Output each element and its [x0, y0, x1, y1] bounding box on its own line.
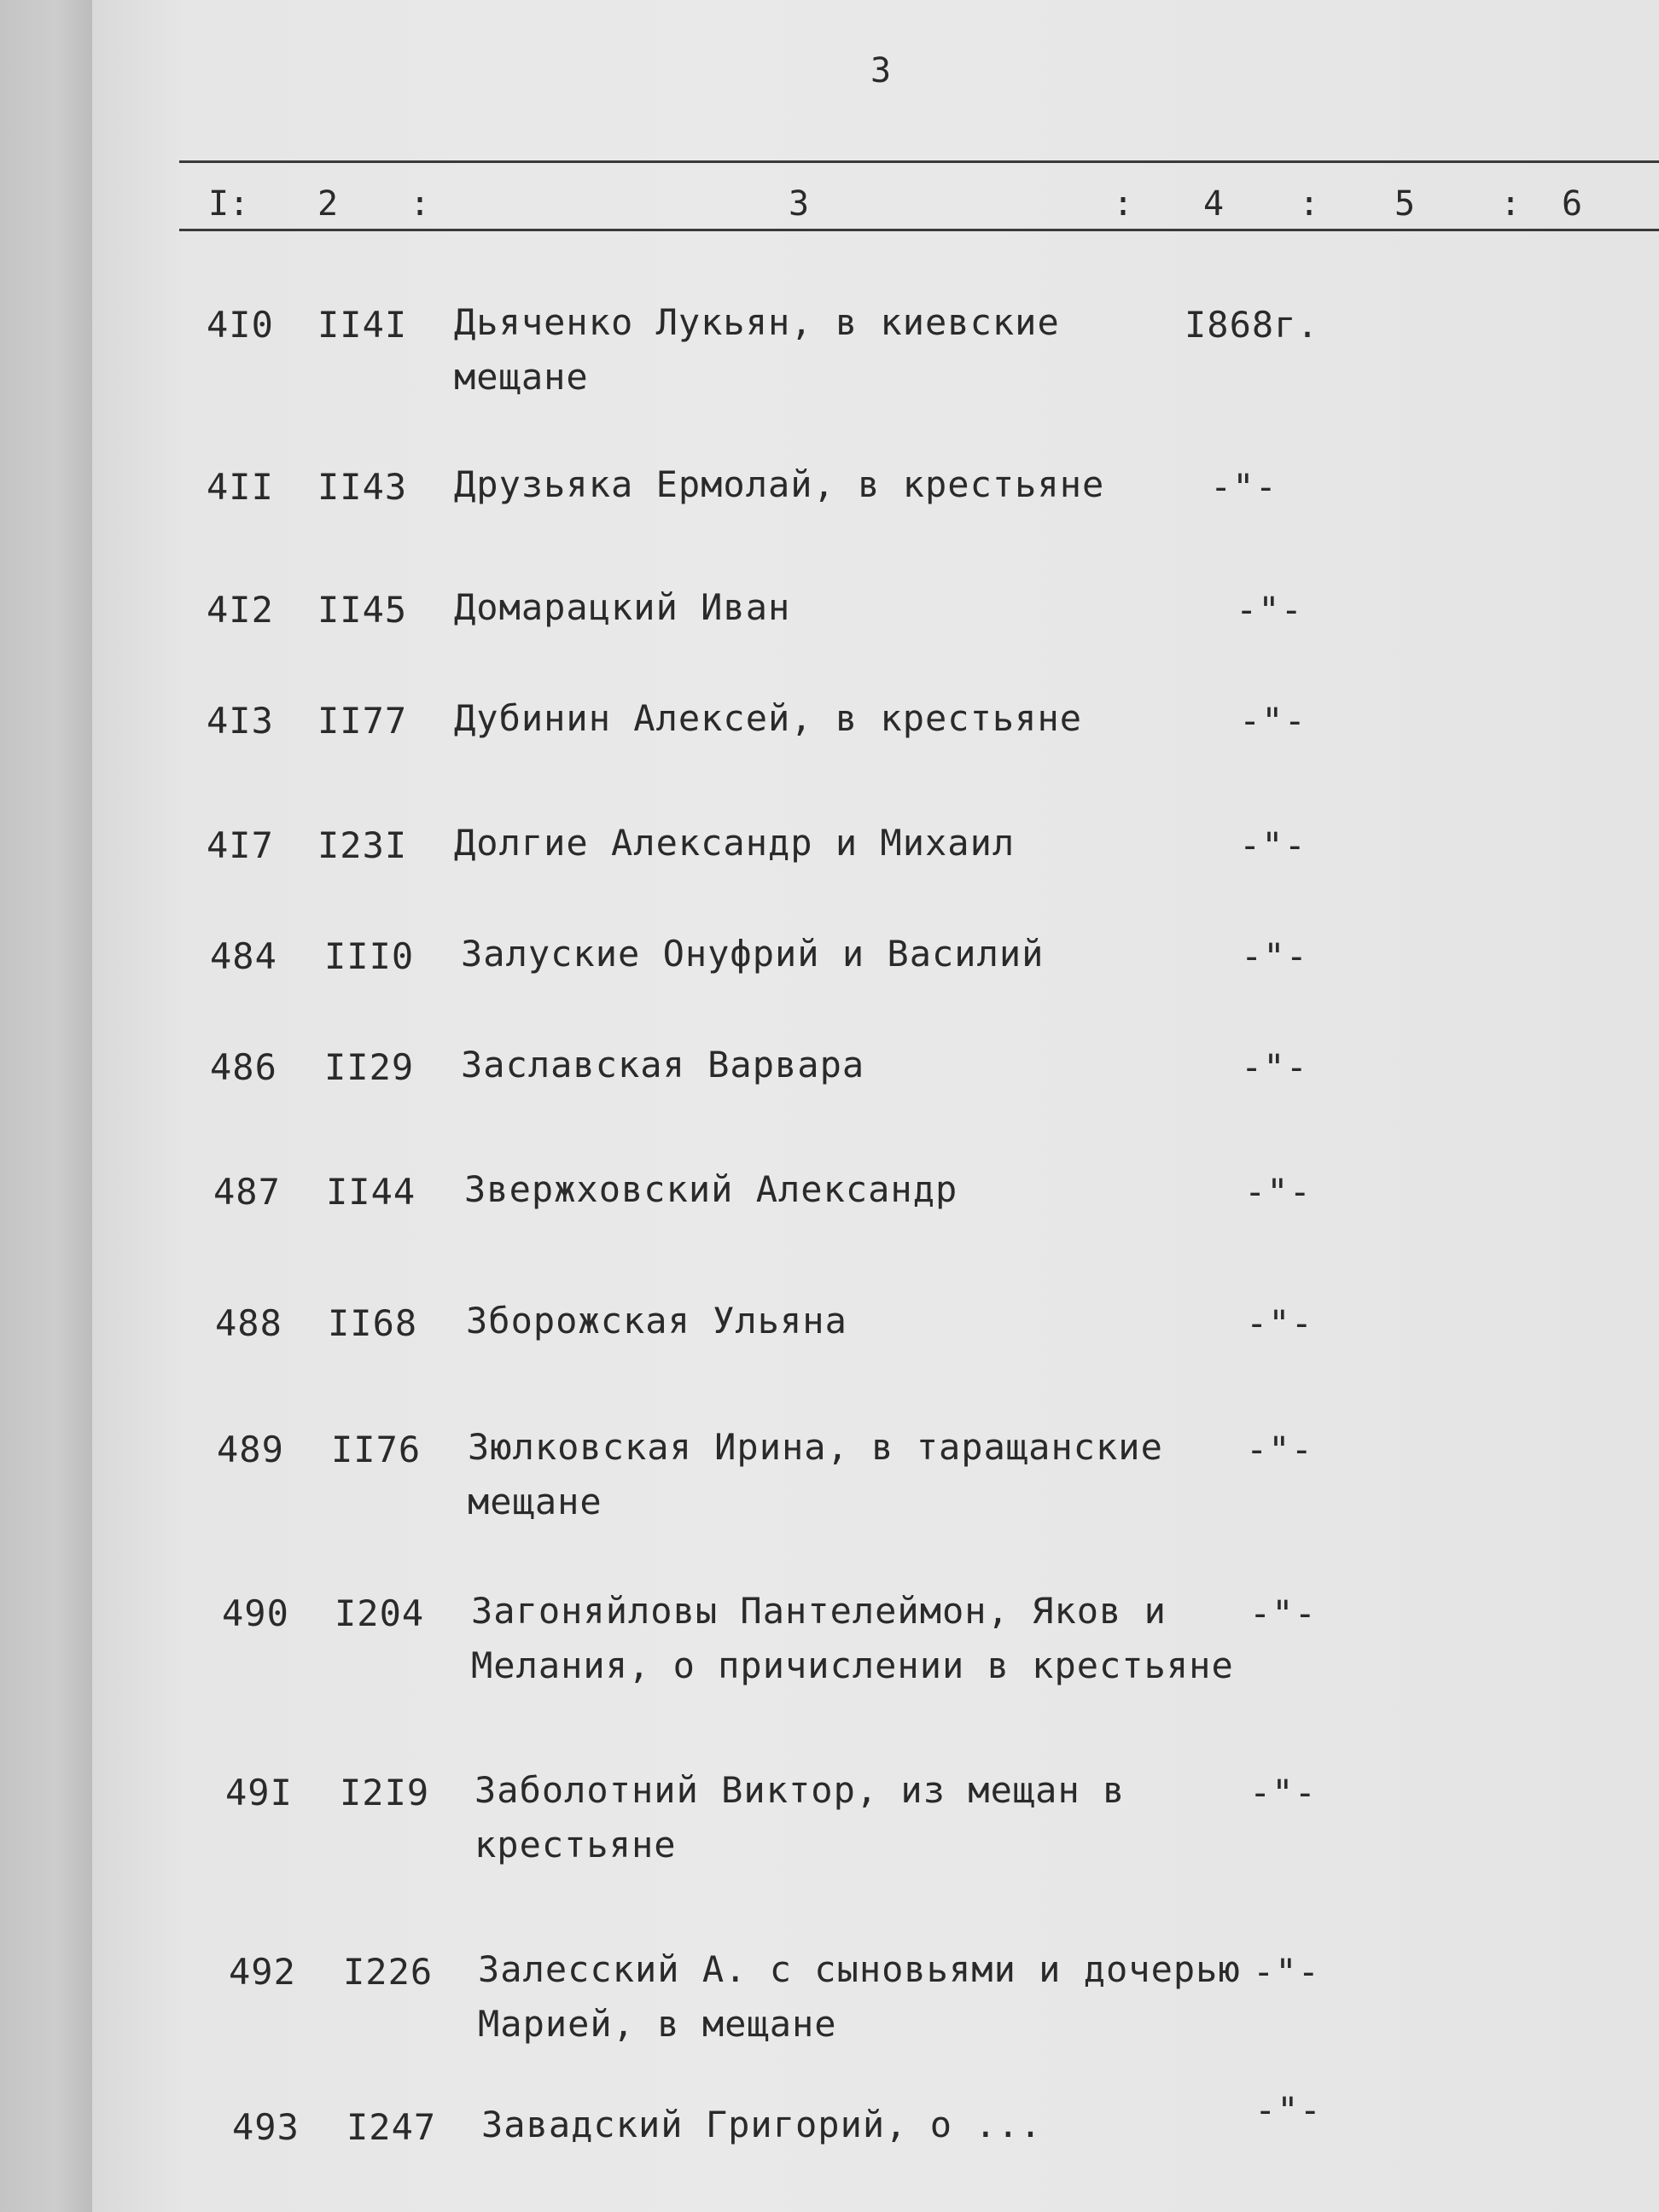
entry-text: Зюлковская Ирина, в таращанские мещане	[468, 1426, 1163, 1522]
entry-text: Залесский А. с сыновьями и дочерью Марией, в мещане	[478, 1948, 1241, 2045]
entry-number: 486	[210, 1046, 277, 1088]
case-number: II68	[328, 1302, 418, 1344]
entry-date: I868г.	[1185, 304, 1319, 346]
entry-number: 489	[217, 1429, 284, 1470]
column-header-3: 3	[789, 184, 810, 224]
header-rule-top	[179, 160, 1659, 163]
entry-date: -"-	[1249, 1592, 1317, 1634]
entry-text: Дубинин Алексей, в крестьяне	[454, 697, 1083, 739]
entry-date: -"-	[1246, 1429, 1313, 1470]
entry-date: -"-	[1241, 935, 1308, 977]
case-number: I204	[335, 1592, 425, 1634]
header-rule-bottom	[179, 229, 1659, 231]
column-separator: :	[1113, 184, 1134, 224]
entry-number: 487	[213, 1171, 281, 1213]
entry-number: 4I2	[207, 589, 274, 631]
entry-number: 492	[229, 1951, 296, 1993]
entry-text: Завадский Григорий, о ...	[481, 2104, 1043, 2145]
entry-text: Звержховский Александр	[464, 1168, 958, 1210]
entry-number: 4I3	[207, 700, 274, 742]
case-number: III0	[324, 935, 415, 977]
case-number: II4I	[317, 304, 408, 346]
case-number: I247	[346, 2106, 437, 2148]
case-number: I226	[343, 1951, 434, 1993]
entry-date: -"-	[1249, 1772, 1317, 1813]
entry-text: Домарацкий Иван	[454, 586, 791, 628]
case-number: II77	[317, 700, 408, 742]
case-number: II45	[317, 589, 408, 631]
entry-number: 484	[210, 935, 277, 977]
entry-number: 490	[222, 1592, 289, 1634]
entry-date: -"-	[1253, 1951, 1320, 1993]
column-header-1: I:	[208, 184, 250, 224]
entry-text: Друзьяка Ермолай, в крестьяне	[454, 463, 1105, 505]
entry-text: Долгие Александр и Михаил	[454, 822, 1016, 864]
entry-number: 4I0	[207, 304, 274, 346]
entry-date: -"-	[1236, 589, 1303, 631]
entry-text: Заболотний Виктор, из мещан в крестьяне	[474, 1769, 1126, 1866]
entry-text: Дьяченко Лукьян, в киевские мещане	[454, 301, 1060, 398]
entry-number: 493	[232, 2106, 300, 2148]
entry-text: Залуские Онуфрий и Василий	[461, 933, 1045, 975]
case-number: I2I9	[340, 1772, 430, 1813]
book-binding	[0, 0, 92, 2212]
column-header-6: 6	[1562, 184, 1583, 224]
document-page	[92, 0, 1659, 2212]
case-number: II43	[317, 466, 408, 508]
case-number: II76	[331, 1429, 422, 1470]
entry-number: 4I7	[207, 824, 274, 866]
column-separator: :	[1500, 184, 1522, 224]
case-number: I23I	[317, 824, 408, 866]
entry-date: -"-	[1210, 466, 1278, 508]
entry-number: 488	[215, 1302, 282, 1344]
entry-date: -"-	[1239, 824, 1307, 866]
entry-text: Загоняйловы Пантелеймон, Яков и Мелания, о причислении в крестьяне	[471, 1590, 1234, 1686]
entry-date: -"-	[1244, 1171, 1312, 1213]
column-separator: :	[410, 184, 431, 224]
entry-date: -"-	[1254, 2089, 1322, 2131]
case-number: II44	[326, 1171, 416, 1213]
entry-text: Зборожская Ульяна	[466, 1300, 847, 1342]
entry-number: 49I	[225, 1772, 293, 1813]
column-separator: :	[1299, 184, 1320, 224]
column-header-4: 4	[1203, 184, 1225, 224]
page-number: 3	[870, 51, 892, 90]
entry-date: -"-	[1241, 1046, 1308, 1088]
case-number: II29	[324, 1046, 415, 1088]
entry-date: -"-	[1246, 1302, 1313, 1344]
entry-date: -"-	[1239, 700, 1307, 742]
column-header-5: 5	[1394, 184, 1416, 224]
entry-number: 4II	[207, 466, 274, 508]
entry-text: Заславская Варвара	[461, 1044, 865, 1086]
column-header-2: 2	[317, 184, 339, 224]
